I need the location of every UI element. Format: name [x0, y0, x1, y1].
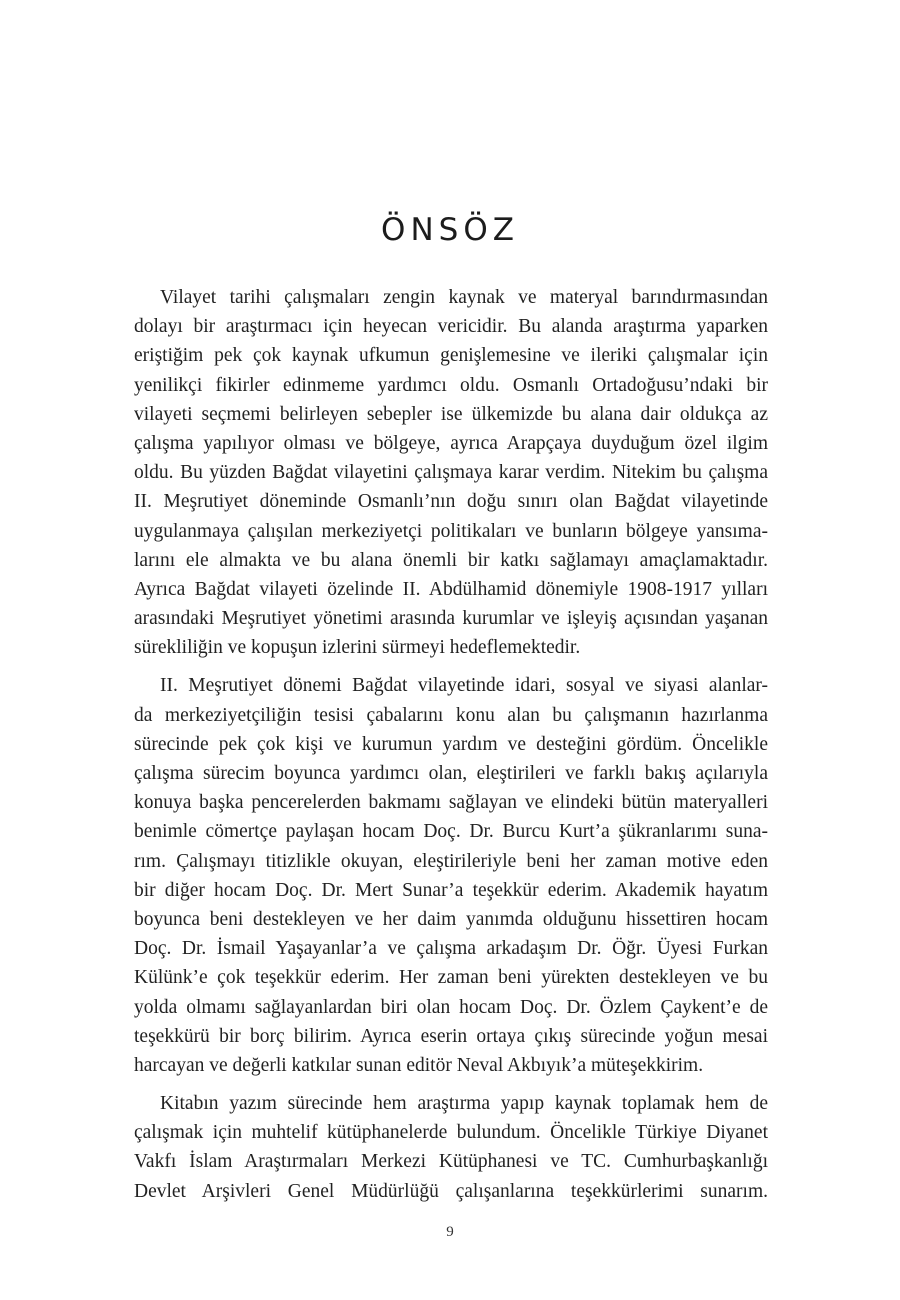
text-line: arasındaki Meşrutiyet yönetimi arasında kurumlar ve işleyiş açısından yaşanan	[134, 608, 768, 630]
text-line: Ayrıca Bağdat vilayeti özelinde II. Abdülhamid dönemiyle 1908-1917 yılları	[134, 578, 768, 600]
text-line: teşekkürü bir borç bilirim. Ayrıca eserin ortaya çıkış sürecinde yoğun mesai	[134, 1025, 768, 1047]
text-line: Doç. Dr. İsmail Yaşayanlar’a ve çalışma arkadaşım Dr. Öğr. Üyesi Furkan	[134, 938, 768, 960]
text-line: vilayeti seçmemi belirleyen sebepler ise ülkemizde bu alana dair oldukça az	[134, 403, 768, 425]
text-line: çalışma sürecim boyunca yardımcı olan, eleştirileri ve farklı bakış açılarıyla	[134, 763, 768, 784]
text-line: oldu. Bu yüzden Bağdat vilayetini çalışmaya karar verdim. Nitekim bu çalışma	[134, 462, 768, 484]
text-line: da merkeziyetçiliğin tesisi çabalarını konu alan bu çalışmanın hazırlanma	[134, 704, 768, 726]
text-line: Kitabın yazım sürecinde hem araştırma yapıp kaynak toplamak hem de	[160, 1093, 768, 1115]
paragraph-2	[134, 671, 768, 1080]
text-line: benimle cömertçe paylaşan hocam Doç. Dr. Burcu Kurt’a şükranlarımı suna-	[134, 821, 768, 843]
text-line: konuya başka pencerelerden bakmamı sağlayan ve elindeki bütün materyalleri	[134, 792, 768, 814]
text-line: bir diğer hocam Doç. Dr. Mert Sunar’a teşekkür ederim. Akademik hayatım	[134, 879, 768, 901]
text-line: Devlet Arşivleri Genel Müdürlüğü çalışanlarına teşekkürlerimi sunarım.	[134, 1180, 768, 1202]
text-line: rım. Çalışmayı titizlikle okuyan, eleştirileriyle beni her zaman motive eden	[134, 850, 768, 872]
text-line: yenilikçi fikirler edinmeme yardımcı oldu. Osmanlı Ortadoğusu’ndaki bir	[134, 374, 768, 396]
text-line: larını ele almakta ve bu alana önemli bir katkı sağlamayı amaçlamaktadır.	[134, 549, 768, 571]
text-line: Külünk’e çok teşekkür ederim. Her zaman beni yürekten destekleyen ve bu	[134, 967, 768, 989]
paragraph-3	[134, 1089, 768, 1206]
text-line: Vilayet tarihi çalışmaları zengin kaynak ve materyal barındırmasından	[160, 287, 768, 308]
text-line: çalışma yapılıyor olması ve bölgeye, ayrıca Arapçaya duyduğum özel ilgim	[134, 432, 768, 454]
text-line: Vakfı İslam Araştırmaları Merkezi Kütüphanesi ve TC. Cumhurbaşkanlığı	[134, 1151, 768, 1173]
page-number: 9	[446, 1224, 454, 1240]
text-line: sürecinde pek çok kişi ve kurumun yardım ve desteğini gördüm. Öncelikle	[134, 733, 768, 755]
text-line: sürekliliğin ve kopuşun izlerini sürmeyi hedeflemektedir.	[134, 637, 581, 659]
text-line: II. Meşrutiyet dönemi Bağdat vilayetinde idari, sosyal ve siyasi alanlar-	[160, 675, 768, 697]
text-line: eriştiğim pek çok kaynak ufkumun genişlemesine ve ileriki çalışmalar için	[134, 345, 768, 367]
paragraph-1	[134, 283, 768, 662]
page-title: ÖNSÖZ	[381, 212, 519, 248]
text-line: II. Meşrutiyet döneminde Osmanlı’nın doğu sınırı olan Bağdat vilayetinde	[134, 491, 768, 513]
text-line: boyunca beni destekleyen ve her daim yanımda olduğunu hissettiren hocam	[134, 908, 768, 930]
body-text	[134, 283, 768, 1206]
text-line: çalışmak için muhtelif kütüphanelerde bulundum. Öncelikle Türkiye Diyanet	[134, 1122, 768, 1144]
text-line: dolayı bir araştırmacı için heyecan vericidir. Bu alanda araştırma yaparken	[134, 316, 768, 338]
text-line: harcayan ve değerli katkılar sunan editör Neval Akbıyık’a müteşekkirim.	[134, 1054, 704, 1076]
text-line: uygulanmaya çalışılan merkeziyetçi politikaları ve bunların bölgeye yansıma-	[134, 520, 768, 542]
text-line: yolda olmamı sağlayanlardan biri olan hocam Doç. Dr. Özlem Çaykent’e de	[134, 996, 768, 1018]
